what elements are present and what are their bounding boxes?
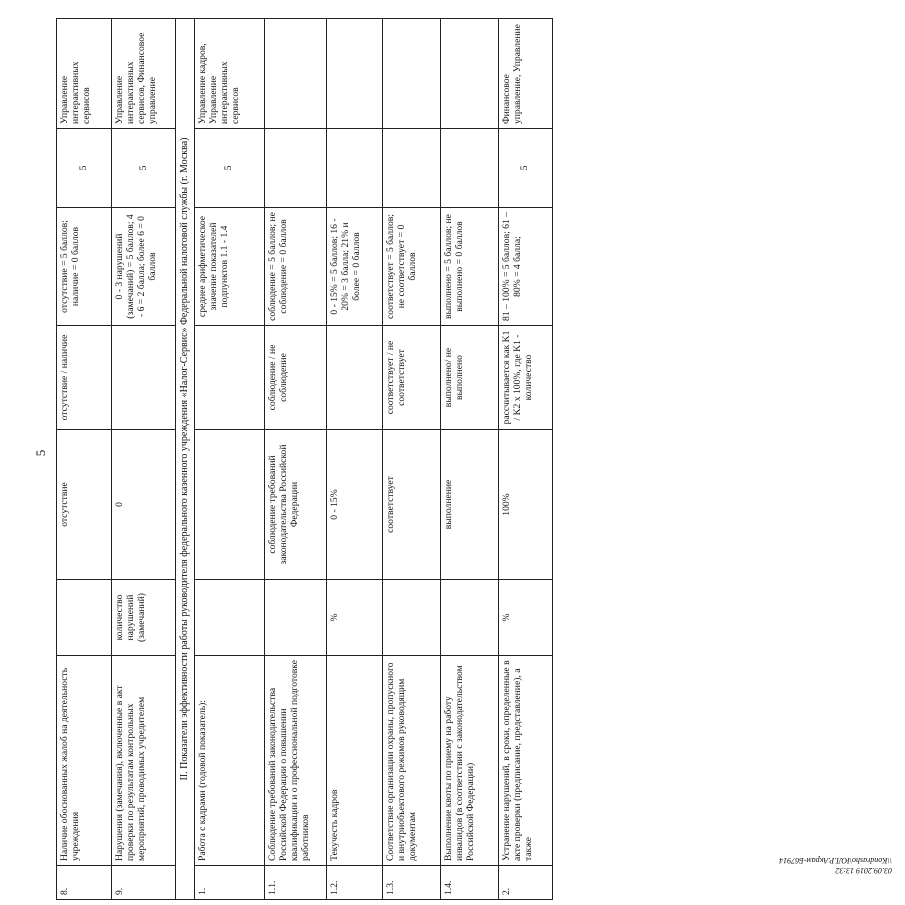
table-row (382, 19, 440, 900)
cell-unit (194, 580, 264, 656)
cell-responsible: Финансовое управление, Управление (498, 19, 552, 129)
cell-unit: количество нарушений (замечаний) (112, 580, 176, 656)
cell-responsible (440, 19, 498, 129)
table-row (326, 19, 382, 900)
cell-num: 9. (112, 866, 176, 900)
table-row (264, 19, 326, 900)
table-row (57, 19, 112, 900)
cell-scoring: 0 - 3 нарушений (замечаний) = 5 баллов; 4 - 6 = 2 балла; более 6 = 0 баллов (112, 208, 176, 326)
cell-unit (440, 580, 498, 656)
cell-indicator: Устранение нарушений, в сроки, определенные в акте проверки (предписание, представление), а также (498, 656, 552, 866)
cell-target: 0 - 15% (326, 430, 382, 580)
cell-max: 5 (498, 129, 552, 208)
section-title: II. Показатели эффективности работы руководителя федерального казенного учреждения «Налог-Сервис» Федеральной налоговой службы (г. Москва) (176, 19, 195, 900)
cell-scoring: среднее арифметическое значение показателей подпунктов 1.1 - 1.4 (194, 208, 264, 326)
cell-responsible: Управление интерактивных сервисов, Финансовое управление (112, 19, 176, 129)
cell-target: соблюдение требований законодательства Российской Федерации (264, 430, 326, 580)
cell-target: отсутствие (57, 430, 112, 580)
cell-target: 0 (112, 430, 176, 580)
cell-method (112, 326, 176, 430)
cell-responsible: Управление кадров, Управление интерактивных сервисов (194, 19, 264, 129)
cell-unit: % (498, 580, 552, 656)
cell-method: соответствует / не соответствует (382, 326, 440, 430)
cell-responsible (264, 19, 326, 129)
cell-method (326, 326, 382, 430)
table-row (112, 19, 176, 900)
cell-indicator: Соблюдение требований законодательства Российской Федерации о повышении квалификации и о профессиональной подготовке работников (264, 656, 326, 866)
footer-timestamp: 03.09.2019 13:32 (835, 866, 892, 875)
table-row (194, 19, 264, 900)
cell-target: 100% (498, 430, 552, 580)
cell-method: отсутствие / наличие (57, 326, 112, 430)
cell-max: 5 (112, 129, 176, 208)
cell-num: 1. (194, 866, 264, 900)
cell-scoring: 81 – 100% = 5 баллов; 61 – 80% = 4 балла; (498, 208, 552, 326)
cell-unit (57, 580, 112, 656)
kpi-table (56, 18, 553, 900)
cell-max: 5 (194, 129, 264, 208)
cell-scoring: соблюдение = 5 баллов; не соблюдение = 0 баллов (264, 208, 326, 326)
cell-scoring: 0 - 15% = 5 баллов; 16 - 20% = 3 балла; 21% и более = 0 баллов (326, 208, 382, 326)
table-row (440, 19, 498, 900)
cell-indicator: Текучесть кадров (326, 656, 382, 866)
table-row (498, 19, 552, 900)
cell-indicator: Работа с кадрами (годовой показатель): (194, 656, 264, 866)
cell-num: 1.1. (264, 866, 326, 900)
cell-target (194, 430, 264, 580)
cell-unit (264, 580, 326, 656)
cell-num: 1.3. (382, 866, 440, 900)
cell-responsible: Управление интерактивных сервисов (57, 19, 112, 129)
cell-target: выполнение (440, 430, 498, 580)
cell-method: соблюдение / не соблюдение (264, 326, 326, 430)
cell-responsible (382, 19, 440, 129)
cell-num: 1.2. (326, 866, 382, 900)
cell-num: 8. (57, 866, 112, 900)
cell-max (440, 129, 498, 208)
cell-method: выполнено/ не выполнено (440, 326, 498, 430)
cell-responsible (326, 19, 382, 129)
cell-max (326, 129, 382, 208)
cell-unit: % (326, 580, 382, 656)
cell-indicator: Наличие обоснованных жалоб на деятельность учреждения (57, 656, 112, 866)
cell-target: соответствует (382, 430, 440, 580)
cell-num: 1.4. (440, 866, 498, 900)
cell-indicator: Соответствие организации охраны, пропускного и внутриобъектового режимов руководящим документам (382, 656, 440, 866)
page-number: 5 (33, 449, 48, 457)
cell-max: 5 (57, 129, 112, 208)
cell-unit (382, 580, 440, 656)
cell-method: рассчитывается как K1 / K2 x 100%, где K1 - количество (498, 326, 552, 430)
document-footer (779, 856, 892, 875)
section-header-row (176, 19, 195, 900)
cell-indicator: Выполнение квоты по приему на работу инвалидов (в соответствии с законодательством Российской Федерации) (440, 656, 498, 866)
cell-max (382, 129, 440, 208)
cell-max (264, 129, 326, 208)
cell-num: 2. (498, 866, 552, 900)
cell-scoring: отсутствие = 5 баллов; наличие = 0 баллов (57, 208, 112, 326)
cell-scoring: соответствует = 5 баллов; не соответствует = 0 баллов (382, 208, 440, 326)
cell-method (194, 326, 264, 430)
footer-path: \\Kondrasho\ЮЛ.Р.Акрам-Б67914 (779, 856, 892, 866)
cell-scoring: выполнено = 5 баллов; не выполнено = 0 баллов (440, 208, 498, 326)
cell-indicator: Нарушения (замечания), включенные в акт проверки по результатам контрольных мероприятий, проводимых учредителем (112, 656, 176, 866)
